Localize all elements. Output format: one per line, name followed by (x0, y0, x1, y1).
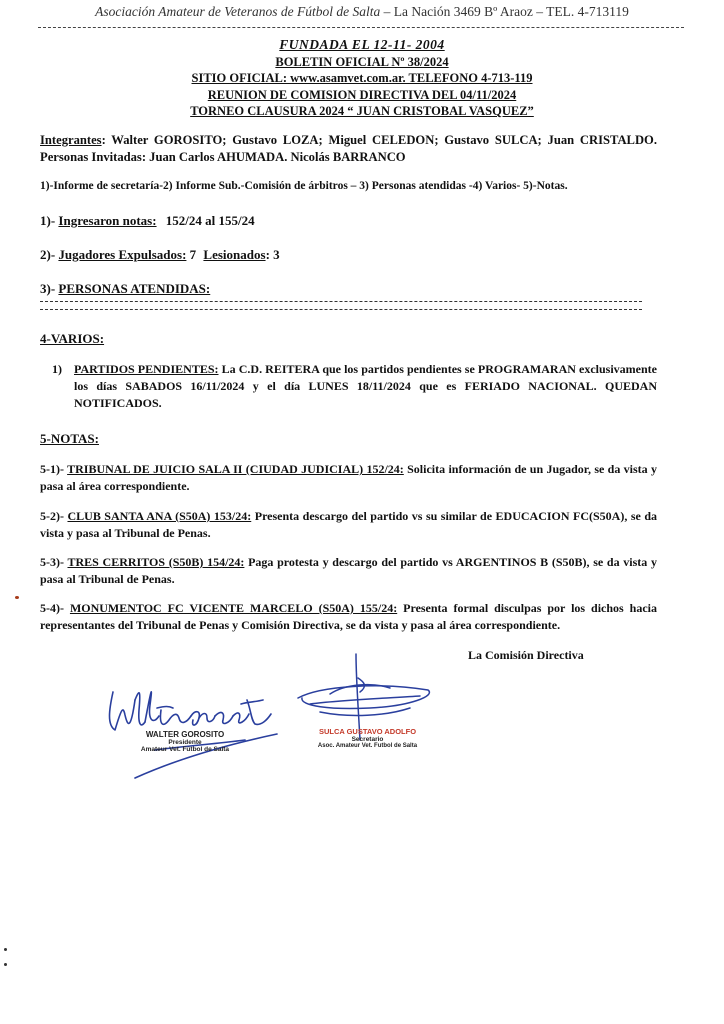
president-name: WALTER GOROSITO (145, 730, 225, 739)
notas-heading: 5-NOTAS: (40, 431, 99, 446)
bulletin-number: BOLETIN OFICIAL Nº 38/2024 (275, 54, 449, 69)
nota-5-3 (40, 554, 657, 588)
section-3 (40, 281, 210, 297)
nota-body: Presenta formal disculpas por los dichos hacia representantes del Tribunal de Penas y Comisión Directiva, se da vista y pasa al área correspondiente. (40, 601, 657, 632)
agenda: 1)-Informe de secretaría-2) Informe Sub.-Comisión de árbitros – 3) Personas atendidas -4) Varios- 5)-Notas. (40, 180, 568, 192)
letterhead-divider (38, 27, 684, 28)
scan-speck (4, 963, 7, 966)
secretary-org: Asoc. Amateur Vet. Futbol de Salta (317, 743, 418, 749)
section-1-label: Ingresaron notas: (58, 213, 157, 228)
section-1-num: 1)- (40, 213, 56, 228)
secretary-signature-caption (305, 727, 430, 749)
injured-label: Lesionados (203, 247, 266, 262)
varios-item-body: La C.D. REITERA que los partidos pendientes se PROGRAMARAN exclusivamente los días SABADOS 16/11/2024 y el día LUNES 18/11/2024 que es FERIADO NACIONAL. QUEDAN NOTIFICADOS. (74, 362, 657, 410)
nota-body: Paga protesta y descargo del partido vs ARGENTINOS B (S50B), se da vista y pasa al Tribunal de Penas. (40, 555, 657, 586)
president-role: Presidente (168, 739, 202, 746)
secretary-role: Secretario (351, 736, 384, 743)
nota-5-1 (40, 461, 657, 495)
secretary-name: SULCA GUSTAVO ADOLFO (318, 727, 417, 736)
varios-item-num: 1) (52, 362, 62, 376)
president-signature-image (95, 670, 295, 785)
expelled-label: Jugadores Expulsados: (58, 247, 187, 262)
expelled-value: 7 (189, 247, 197, 262)
nota-num: 5-1)- (40, 462, 68, 476)
letterhead-address: – La Nación 3469 Bº Araoz – TEL. 4-713119 (383, 4, 629, 19)
varios-item-1 (52, 361, 657, 412)
letterhead (0, 4, 724, 20)
nota-num: 5-2)- (40, 509, 68, 523)
scan-speck (4, 948, 7, 951)
section-1 (40, 213, 255, 229)
bulletin-header (0, 37, 724, 120)
nota-title: CLUB SANTA ANA (S50A) 153/24: (67, 509, 252, 523)
section-2 (40, 247, 280, 263)
divider-2 (40, 309, 642, 310)
nota-body: Solicita información de un Jugador, se da vista y pasa al área correspondiente. (40, 462, 657, 493)
president-signature-caption (130, 730, 240, 753)
section-3-label: PERSONAS ATENDIDAS: (58, 281, 211, 296)
varios-heading: 4-VARIOS: (40, 331, 105, 346)
president-org: Amateur Vet. Fútbol de Salta (140, 746, 230, 753)
nota-5-4 (40, 600, 657, 634)
closing-signature-line: La Comisión Directiva (468, 648, 584, 662)
nota-5-2 (40, 508, 657, 542)
injured-value: : 3 (265, 247, 280, 262)
nota-num: 5-4)- (40, 601, 70, 615)
meeting-title: REUNION DE COMISION DIRECTIVA DEL 04/11/2024 (207, 87, 517, 102)
section-1-value: 152/24 al 155/24 (165, 213, 255, 228)
nota-body: Presenta descargo del partido vs su similar de EDUCACION FC(S50A), se da vista y pasa al Tribunal de Penas. (40, 509, 657, 540)
nota-num: 5-3)- (40, 555, 68, 569)
section-3-num: 3)- (40, 281, 56, 296)
varios-item-title: PARTIDOS PENDIENTES: (74, 362, 219, 376)
founded-date: FUNDADA EL 12-11- 2004 (279, 37, 445, 52)
nota-title: TRES CERRITOS (S50B) 154/24: (67, 555, 245, 569)
members-label: Integrantes (40, 133, 102, 147)
scan-speck (15, 596, 19, 599)
nota-title: MONUMENTOC FC VICENTE MARCELO (S50A) 155/24: (69, 601, 398, 615)
nota-title: TRIBUNAL DE JUICIO SALA II (CIUDAD JUDICIAL) 152/24: (67, 462, 404, 476)
letterhead-org: Asociación Amateur de Veteranos de Fútbol de Salta (95, 4, 381, 19)
section-2-num: 2)- (40, 247, 56, 262)
official-site: SITIO OFICIAL: www.asamvet.com.ar. TELEFONO 4-713-119 (191, 71, 533, 85)
members-paragraph (40, 132, 657, 166)
varios-item-text (74, 361, 657, 412)
tournament-title: TORNEO CLAUSURA 2024 “ JUAN CRISTOBAL VASQUEZ” (190, 104, 534, 118)
members-list: : Walter GOROSITO; Gustavo LOZA; Miguel CELEDON; Gustavo SULCA; Juan CRISTALDO. (101, 133, 657, 147)
divider-1 (40, 301, 642, 302)
guests-list: Personas Invitadas: Juan Carlos AHUMADA. Nicolás BARRANCO (40, 150, 406, 164)
